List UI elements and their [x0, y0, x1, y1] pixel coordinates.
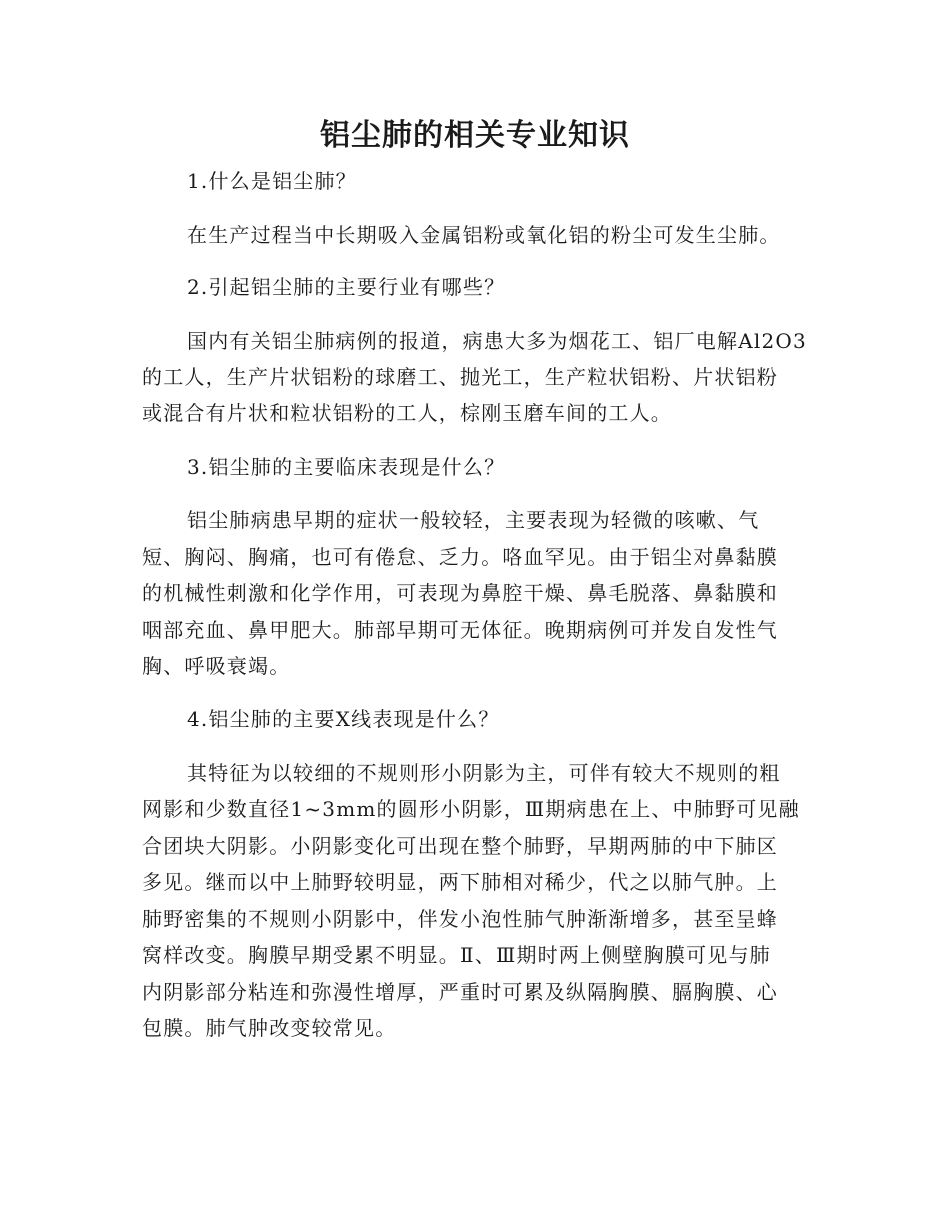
answer-4-line-6: 窝样改变。胸膜早期受累不明显。Ⅱ、Ⅲ期时两上侧壁胸膜可见与肺	[142, 943, 771, 967]
answer-1-line-1: 在生产过程当中长期吸入金属铝粉或氧化铝的粉尘可发生尘肺。	[187, 223, 781, 247]
question-2: 2.引起铝尘肺的主要行业有哪些？	[187, 275, 506, 299]
answer-4-line-3: 合团块大阴影。小阴影变化可出现在整个肺野，早期两肺的中下肺区	[142, 834, 778, 858]
question-4: 4.铝尘肺的主要X线表现是什么？	[187, 707, 500, 731]
answer-2-line-2: 的工人，生产片状铝粉的球磨工、抛光工，生产粒状铝粉、片状铝粉	[142, 365, 778, 389]
answer-4-line-4: 多见。继而以中上肺野较明显，两下肺相对稀少，代之以肺气肿。上	[142, 870, 778, 894]
answer-2-line-3: 或混合有片状和粒状铝粉的工人，棕刚玉磨车间的工人。	[142, 401, 672, 425]
question-1: 1.什么是铝尘肺？	[187, 169, 357, 193]
answer-3-line-4: 咽部充血、鼻甲肥大。肺部早期可无体征。晚期病例可并发自发性气	[142, 618, 778, 642]
answer-4-line-1: 其特征为以较细的不规则形小阴影为主，可伴有较大不规则的粗	[187, 761, 781, 785]
question-3: 3.铝尘肺的主要临床表现是什么？	[187, 455, 506, 479]
answer-4-line-7: 内阴影部分粘连和弥漫性增厚，严重时可累及纵隔胸膜、膈胸膜、心	[142, 980, 778, 1004]
answer-4-line-5: 肺野密集的不规则小阴影中，伴发小泡性肺气肿渐渐增多，甚至呈蜂	[142, 907, 778, 931]
answer-4-line-2: 网影和少数直径1~3mm的圆形小阴影，Ⅲ期病患在上、中肺野可见融	[142, 797, 800, 821]
answer-4-line-8: 包膜。肺气肿改变较常见。	[142, 1016, 397, 1040]
answer-3-line-1: 铝尘肺病患早期的症状一般较轻，主要表现为轻微的咳嗽、气	[187, 508, 760, 532]
answer-3-line-3: 的机械性刺激和化学作用，可表现为鼻腔干燥、鼻毛脱落、鼻黏膜和	[142, 581, 778, 605]
answer-3-line-2: 短、胸闷、胸痛，也可有倦怠、乏力。咯血罕见。由于铝尘对鼻黏膜	[142, 545, 778, 569]
answer-3-line-5: 胸、呼吸衰竭。	[142, 654, 291, 678]
answer-2-line-1: 国内有关铝尘肺病例的报道，病患大多为烟花工、铝厂电解Al2O3	[187, 329, 807, 353]
document-title: 铝尘肺的相关专业知识	[320, 118, 630, 153]
